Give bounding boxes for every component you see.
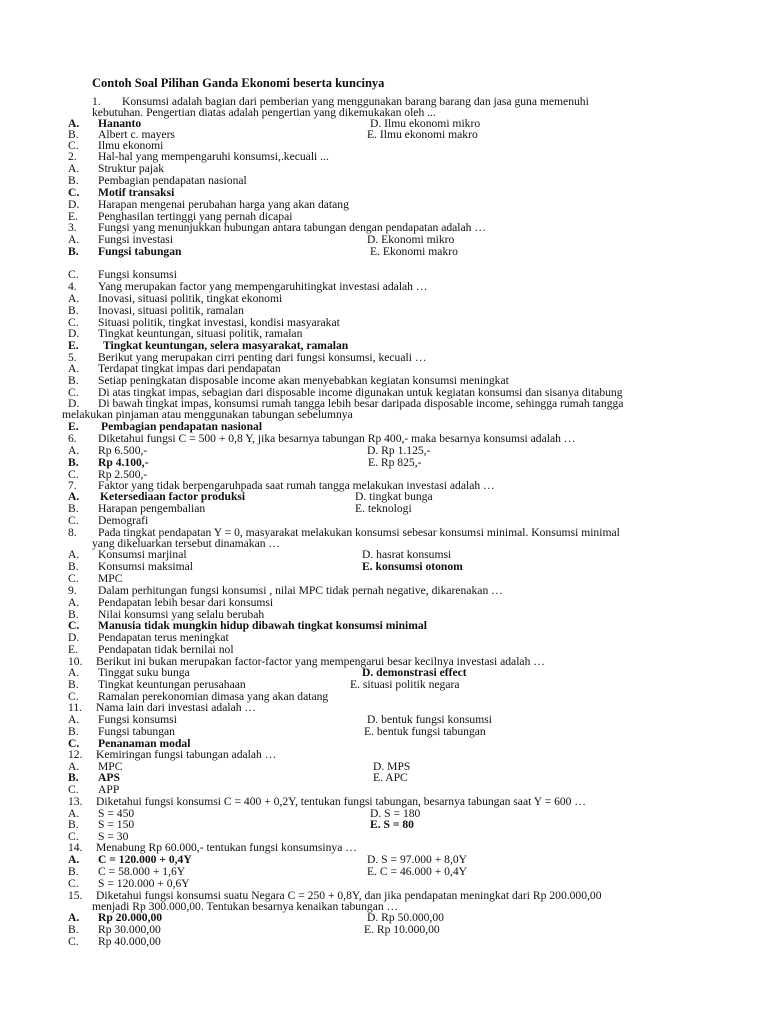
line-text: Tingkat keuntungan, situasi politik, ramalan <box>98 327 303 340</box>
line-marker: D. <box>68 198 80 211</box>
line-text: Rp 6.500,- <box>98 444 148 457</box>
line-text: D. Rp 1.125,- <box>367 444 431 457</box>
line-marker: C. <box>68 514 79 527</box>
line-text: Inovasi, situasi politik, tingkat ekonomi <box>98 292 283 305</box>
line-text: Kemiringan fungsi tabungan adalah … <box>96 748 277 761</box>
line-text: E. Rp 10.000,00 <box>364 923 440 936</box>
line-text: Harapan mengenai perubahan harga yang akan datang <box>98 198 349 211</box>
line-text: Manusia tidak mungkin hidup dibawah tingkat konsumsi minimal <box>98 619 427 632</box>
line-marker: C. <box>68 877 79 890</box>
line-marker: B. <box>68 560 79 573</box>
line-text: D. Ekonomi mikro <box>367 233 455 246</box>
line-marker: B. <box>68 865 79 878</box>
line-text: Ramalan perekonomian dimasa yang akan datang <box>98 690 329 703</box>
line-marker: C. <box>68 572 79 585</box>
line-marker: E. <box>68 643 78 656</box>
line-text: D. Rp 50.000,00 <box>367 911 444 924</box>
line-marker: 9. <box>68 584 77 597</box>
line-text: Nama lain dari investasi adalah … <box>96 701 257 714</box>
line-text: Fungsi konsumsi <box>98 713 177 726</box>
line-text: Ilmu ekonomi <box>98 139 164 152</box>
line-text: D. tingkat bunga <box>355 490 433 503</box>
line-text: Menabung Rp 60.000,- tentukan fungsi konsumsinya … <box>96 841 357 854</box>
line-marker: A. <box>68 490 80 503</box>
line-marker: C. <box>68 783 79 796</box>
line-marker: 2. <box>68 150 77 163</box>
line-text: Tingkat keuntungan perusahaan <box>98 678 246 691</box>
line-text: Penanaman modal <box>98 737 191 750</box>
line-marker: C. <box>68 830 79 843</box>
line-marker: B. <box>68 374 79 387</box>
line-text: D. MPS <box>373 760 411 773</box>
line-marker: E. <box>68 210 78 223</box>
line-text: S = 120.000 + 0,6Y <box>98 877 190 890</box>
line-marker: menjadi Rp 300.000,00. Tentukan besarnya kenaikan tabungan … <box>92 900 399 913</box>
line-text: Di bawah tingkat impas, konsumsi rumah tangga lebih besar daripada disposable income, sehingga rumah tangga <box>98 397 624 410</box>
line-text: Fungsi investasi <box>98 233 174 246</box>
line-text: Konsumsi adalah bagian dari pemberian yang menggunakan barang barang dan jasa guna memenuhi <box>122 95 589 108</box>
line-marker: C. <box>68 186 80 199</box>
line-text: Pembagian pendapatan nasional <box>101 420 263 433</box>
line-text: Motif transaksi <box>98 186 175 199</box>
line-text: Rp 40.000,00 <box>98 935 161 948</box>
line-text: E. Ilmu ekonomi makro <box>367 128 478 141</box>
line-marker: A. <box>68 911 80 924</box>
line-text: E. bentuk fungsi tabungan <box>364 725 486 738</box>
line-text: Konsumsi marjinal <box>98 548 187 561</box>
line-text: Setiap peningkatan disposable income akan menyebabkan kegiatan konsumsi meningkat <box>98 374 509 387</box>
page-title: Contoh Soal Pilihan Ganda Ekonomi beserta kuncinya <box>92 76 385 90</box>
line-marker: B. <box>68 174 79 187</box>
line-text: Rp 30.000,00 <box>98 923 161 936</box>
line-marker: 3. <box>68 221 77 234</box>
line-marker: A. <box>68 760 80 773</box>
line-text: Faktor yang tidak berpengaruhpada saat rumah tangga melakukan investasi adalah … <box>98 479 495 492</box>
line-text: Berikut yang merupakan cirri penting dari fungsi konsumsi, kecuali … <box>98 351 427 364</box>
line-marker: B. <box>68 771 79 784</box>
line-text: MPC <box>98 572 123 585</box>
line-text: Berikut ini bukan merupakan factor-factor yang mempengarui besar kecilnya investasi adalah … <box>96 655 545 668</box>
line-text: E. situasi politik negara <box>350 678 460 691</box>
line-text: E. C = 46.000 + 0,4Y <box>367 865 468 878</box>
line-marker: C. <box>68 935 79 948</box>
line-text: MPC <box>98 760 123 773</box>
line-text: Pendapatan terus meningkat <box>98 631 229 644</box>
line-text: Pada tingkat pendapatan Y = 0, masyarakat melakukan konsumsi sebesar konsumsi minimal. Konsumsi minimal <box>98 526 620 539</box>
line-text: C = 120.000 + 0,4Y <box>98 853 192 866</box>
line-text: Konsumsi maksimal <box>98 560 194 573</box>
line-text: Fungsi konsumsi <box>98 268 177 281</box>
line-text: D. Ilmu ekonomi mikro <box>370 117 481 130</box>
line-marker: B. <box>68 678 79 691</box>
line-marker: melakukan pinjaman atau menggunakan tabungan sebelumnya <box>62 408 353 421</box>
line-marker: 11. <box>68 701 83 714</box>
line-marker: A. <box>68 713 80 726</box>
line-text: C = 58.000 + 1,6Y <box>98 865 186 878</box>
line-text: Inovasi, situasi politik, ramalan <box>98 304 244 317</box>
line-text: Terdapat tingkat impas dari pendapatan <box>98 362 281 375</box>
line-text: Hananto <box>98 117 142 130</box>
line-marker: kebutuhan. Pengertian diatas adalah pengertian yang dikemukakan oleh ... <box>92 106 436 119</box>
line-text: Pendapatan lebih besar dari konsumsi <box>98 596 274 609</box>
line-marker: B. <box>68 818 79 831</box>
line-text: Fungsi tabungan <box>98 245 182 258</box>
line-marker: A. <box>68 596 80 609</box>
line-marker: A. <box>68 162 80 175</box>
line-marker: 4. <box>68 280 77 293</box>
line-text: S = 30 <box>98 830 129 843</box>
line-marker: B. <box>68 128 79 141</box>
line-text: E. teknologi <box>355 502 412 515</box>
line-marker: 6. <box>68 432 77 445</box>
line-text: Rp 20.000,00 <box>98 911 163 924</box>
line-text: S = 150 <box>98 818 135 831</box>
line-text: D. bentuk fungsi konsumsi <box>367 713 492 726</box>
line-marker: 7. <box>68 479 77 492</box>
line-marker: 12. <box>68 748 83 761</box>
line-marker: D. <box>68 631 80 644</box>
line-marker: C. <box>68 316 79 329</box>
line-marker: C. <box>68 268 79 281</box>
line-marker: 1. <box>92 95 101 108</box>
line-marker: C. <box>68 139 79 152</box>
line-marker: B. <box>68 725 79 738</box>
line-marker: C. <box>68 737 80 750</box>
line-marker: C. <box>68 690 79 703</box>
line-text: Fungsi tabungan <box>98 725 175 738</box>
line-marker: A. <box>68 444 80 457</box>
line-text: Diketahui fungsi C = 500 + 0,8 Y, jika besarnya tabungan Rp 400,- maka besarnya konsumsi adalah … <box>98 432 576 445</box>
line-marker: 14. <box>68 841 83 854</box>
line-marker: E. <box>68 420 79 433</box>
line-marker: A. <box>68 117 80 130</box>
line-text: Nilai konsumsi yang selalu berubah <box>98 608 265 621</box>
line-text: Situasi politik, tingkat investasi, kondisi masyarakat <box>98 316 340 329</box>
line-text: E. Ekonomi makro <box>370 245 458 258</box>
line-marker: A. <box>68 292 80 305</box>
line-marker: D. <box>68 397 80 410</box>
line-text: D. hasrat konsumsi <box>362 548 452 561</box>
line-text: APS <box>98 771 120 784</box>
line-text: Diketahui fungsi konsumsi suatu Negara C = 250 + 0,8Y, dan jika pendapatan meningkat dari Rp 200.000,00 <box>96 889 602 902</box>
line-marker: 13. <box>68 795 83 808</box>
line-marker: A. <box>68 362 80 375</box>
line-text: Diketahui fungsi konsumsi C = 400 + 0,2Y, tentukan fungsi tabungan, besarnya tabungan saat Y = 600 … <box>96 795 586 808</box>
line-text: Rp 4.100,- <box>98 456 149 469</box>
line-text: D. demonstrasi effect <box>362 666 467 679</box>
line-text: Pendapatan tidak bernilai nol <box>98 643 234 656</box>
line-text: E. APC <box>373 771 408 784</box>
line-marker: D. <box>68 327 80 340</box>
line-marker: A. <box>68 666 80 679</box>
line-text: Harapan pengembalian <box>98 502 206 515</box>
line-text: Ketersediaan factor produksi <box>100 490 246 503</box>
line-text: E. konsumsi otonom <box>362 560 463 573</box>
line-text: Albert c. mayers <box>98 128 175 141</box>
line-marker: B. <box>68 608 79 621</box>
line-text: Tingkat keuntungan, selera masyarakat, ramalan <box>103 339 349 352</box>
line-text: D. S = 97.000 + 8,0Y <box>367 853 468 866</box>
line-text: Hal-hal yang mempengaruhi konsumsi,.kecuali ... <box>98 150 329 163</box>
line-marker: 5. <box>68 351 77 364</box>
line-marker: yang dikeluarkan tersebut dinamakan … <box>92 537 281 550</box>
line-marker: B. <box>68 456 79 469</box>
line-text: E. Rp 825,- <box>368 456 422 469</box>
line-text: APP <box>98 783 120 796</box>
line-marker: 15. <box>68 889 83 902</box>
line-text: S = 450 <box>98 807 135 820</box>
line-text: Di atas tingkat impas, sebagian dari disposable income digunakan untuk kegiatan konsumsi dan sisanya ditabung <box>98 386 623 399</box>
line-marker: A. <box>68 233 80 246</box>
line-marker: 8. <box>68 526 77 539</box>
line-text: E. S = 80 <box>370 818 414 831</box>
line-text: Struktur pajak <box>98 162 165 175</box>
line-text: Tinggat suku bunga <box>98 666 190 679</box>
line-marker: A. <box>68 853 80 866</box>
line-text: Rp 2.500,- <box>98 468 148 481</box>
line-marker: C. <box>68 619 80 632</box>
line-text: Yang merupakan factor yang mempengaruhitingkat investasi adalah … <box>98 280 428 293</box>
line-marker: C. <box>68 386 79 399</box>
line-marker: B. <box>68 304 79 317</box>
line-marker: B. <box>68 245 79 258</box>
line-text: Fungsi yang menunjukkan hubungan antara tabungan dengan pendapatan adalah … <box>98 221 486 234</box>
line-marker: B. <box>68 502 79 515</box>
line-text: Dalam perhitungan fungsi konsumsi , nilai MPC tidak pernah negative, dikarenakan … <box>98 584 503 597</box>
line-marker: C. <box>68 468 79 481</box>
line-marker: 10. <box>68 655 83 668</box>
line-text: Pembagian pendapatan nasional <box>98 174 247 187</box>
line-marker: A. <box>68 548 80 561</box>
line-marker: B. <box>68 923 79 936</box>
line-text: Demografi <box>98 514 149 527</box>
line-text: D. S = 180 <box>370 807 421 820</box>
line-text: Penghasilan tertinggi yang pernah dicapai <box>98 210 293 223</box>
line-marker: A. <box>68 807 80 820</box>
line-marker: E. <box>68 339 79 352</box>
